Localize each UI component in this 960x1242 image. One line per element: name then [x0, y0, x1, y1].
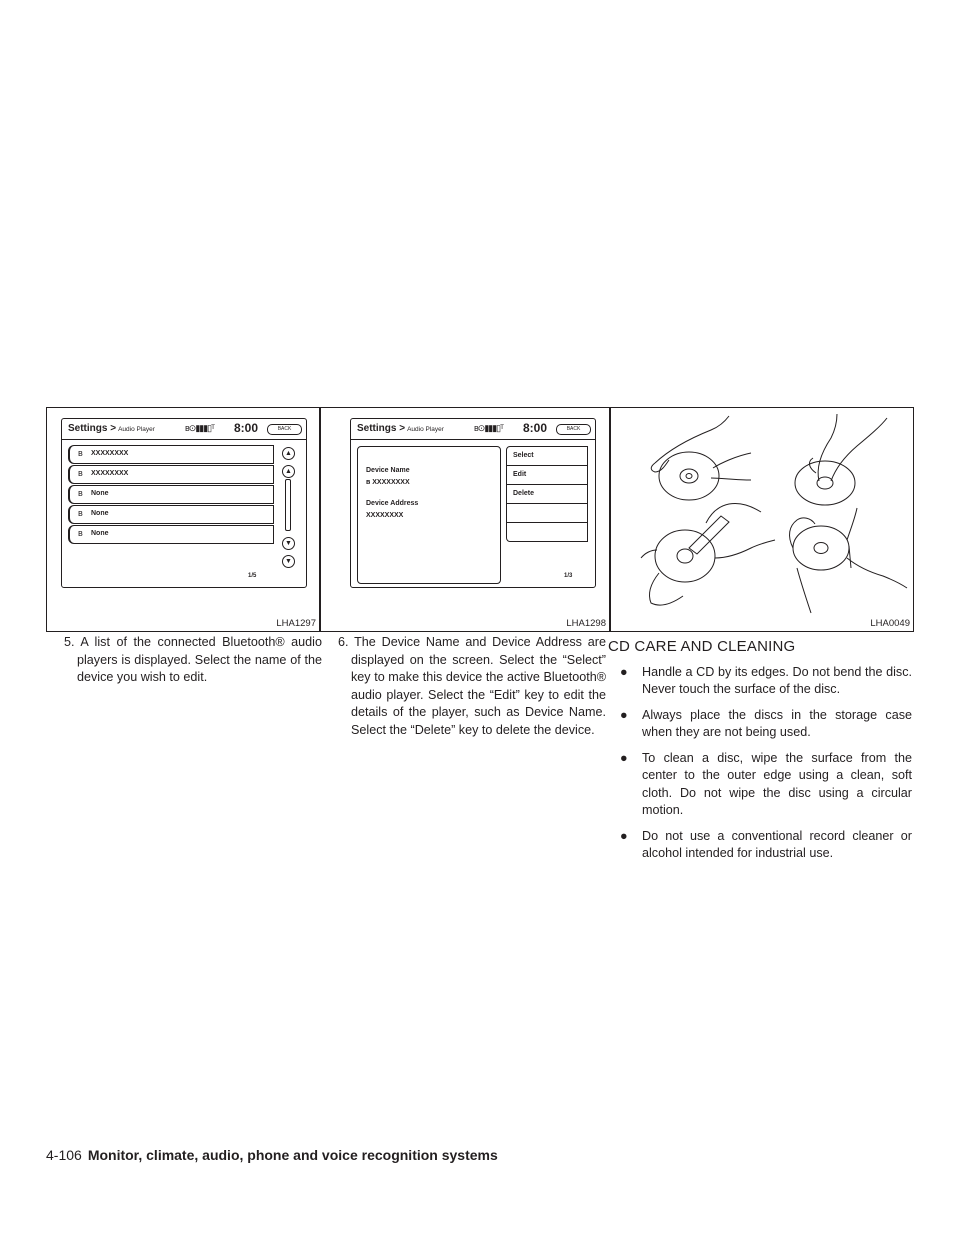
- bullet-icon: ●: [620, 664, 628, 679]
- screen-subtitle: Audio Player: [407, 426, 444, 433]
- screen-title: Settings > Audio Player: [68, 423, 155, 434]
- list-item: ● Always place the discs in the storage case when they are not being used.: [620, 707, 912, 739]
- figure-device-list: [46, 407, 320, 632]
- list-item[interactable]: [68, 525, 274, 544]
- step-5-text: 5. A list of the connected Bluetooth® audio players is displayed. Select the name of the device you wish to edit.: [64, 635, 322, 684]
- bluetooth-icon: ʙ: [78, 448, 83, 458]
- list-item[interactable]: [68, 485, 274, 504]
- device-name-label: Device Name: [366, 467, 410, 474]
- device-info-panel: [357, 446, 501, 584]
- bluetooth-icon: ʙ: [78, 508, 83, 518]
- status-icons: ʙ⊙▮▮▮▯ᵀ: [474, 423, 504, 433]
- bluetooth-icon: ʙ: [78, 528, 83, 538]
- device-address-value: XXXXXXXX: [366, 512, 404, 519]
- page-indicator: 1/3: [564, 573, 573, 579]
- device-name: XXXXXXXX: [91, 470, 129, 477]
- device-list: [68, 445, 274, 545]
- list-item[interactable]: [68, 445, 274, 464]
- empty-menu-slot: [507, 523, 587, 541]
- text-column-3: [608, 634, 912, 871]
- screen-status-bar: [62, 419, 306, 440]
- delete-button[interactable]: Delete: [507, 485, 587, 504]
- list-item[interactable]: [68, 465, 274, 484]
- figure-code: LHA0049: [870, 618, 910, 629]
- screen-subtitle: Audio Player: [118, 426, 155, 433]
- disc-center-hold-illustration: [795, 414, 887, 505]
- chevron-up-icon: ▲: [285, 468, 292, 475]
- empty-menu-slot: [507, 504, 587, 523]
- scroll-down-small-button[interactable]: [282, 537, 295, 550]
- screen-device-detail: [350, 418, 596, 588]
- bluetooth-icon: ʙ: [366, 479, 371, 486]
- device-name: XXXXXXXX: [91, 450, 129, 457]
- bluetooth-icon: ʙ: [78, 488, 83, 498]
- list-item[interactable]: [68, 505, 274, 524]
- cd-handling-illustration: [611, 408, 914, 632]
- device-address-label: Device Address: [366, 500, 419, 507]
- device-name: None: [91, 490, 109, 497]
- scrollbar[interactable]: [285, 479, 291, 531]
- bullet-icon: ●: [620, 750, 628, 765]
- page-footer: [46, 1147, 498, 1163]
- chevron-up-icon: ▲: [285, 450, 292, 457]
- text-column-2: [338, 634, 606, 739]
- bullet-icon: ●: [620, 707, 628, 722]
- disc-two-hand-hold-illustration: [790, 508, 907, 613]
- bluetooth-icon: ʙ: [78, 468, 83, 478]
- device-menu: [506, 446, 588, 542]
- section-title: Monitor, climate, audio, phone and voice recognition systems: [87, 1147, 498, 1163]
- edit-button[interactable]: Edit: [507, 466, 587, 485]
- chevron-down-icon: ▼: [285, 558, 292, 565]
- figure-code: LHA1297: [276, 618, 316, 629]
- step-6-text: 6. The Device Name and Device Address are displayed on the screen. Select the “Select” key to make this device the active Bluetooth® audio player. Select the “Edit” key to edit the details of the player, such as Device Name. Select the “Delete” key to delete the device.: [338, 635, 606, 737]
- page-indicator: 1/5: [248, 573, 257, 579]
- clock: 8:00: [523, 421, 548, 435]
- list-item: ● Do not use a conventional record cleaner or alcohol intended for industrial use.: [620, 828, 912, 860]
- figure-device-detail: [320, 407, 610, 632]
- status-icons: ʙ⊙▮▮▮▯ᵀ: [185, 423, 215, 433]
- screen-title: Settings > Audio Player: [357, 423, 444, 434]
- bullet-icon: ●: [620, 828, 628, 843]
- device-name: None: [91, 530, 109, 537]
- cd-care-list: [620, 664, 912, 863]
- back-button[interactable]: BACK: [267, 424, 302, 435]
- screen-status-bar: [351, 419, 595, 440]
- scroll-down-button[interactable]: [282, 555, 295, 568]
- page-number: 4-106: [46, 1147, 82, 1163]
- device-name: None: [91, 510, 109, 517]
- scroll-up-button[interactable]: [282, 447, 295, 460]
- figure-code: LHA1298: [566, 618, 606, 629]
- section-heading: CD CARE AND CLEANING: [608, 638, 796, 655]
- device-name-value: ʙ XXXXXXXX: [366, 479, 410, 486]
- list-item: ● To clean a disc, wipe the surface from the center to the outer edge using a clean, soft cloth. Do not wipe the disc using a circular motion.: [620, 750, 912, 817]
- screen-device-list: [61, 418, 307, 588]
- chevron-down-icon: ▼: [285, 540, 292, 547]
- disc-wiping-illustration: [641, 503, 775, 605]
- select-button[interactable]: Select: [507, 447, 587, 466]
- figure-cd-handling: [610, 407, 914, 632]
- back-button[interactable]: BACK: [556, 424, 591, 435]
- clock: 8:00: [234, 421, 259, 435]
- list-item: ● Handle a CD by its edges. Do not bend the disc. Never touch the surface of the disc.: [620, 664, 912, 696]
- disc-held-by-edge-illustration: [651, 416, 751, 500]
- text-column-1: [64, 634, 322, 687]
- scroll-up-small-button[interactable]: [282, 465, 295, 478]
